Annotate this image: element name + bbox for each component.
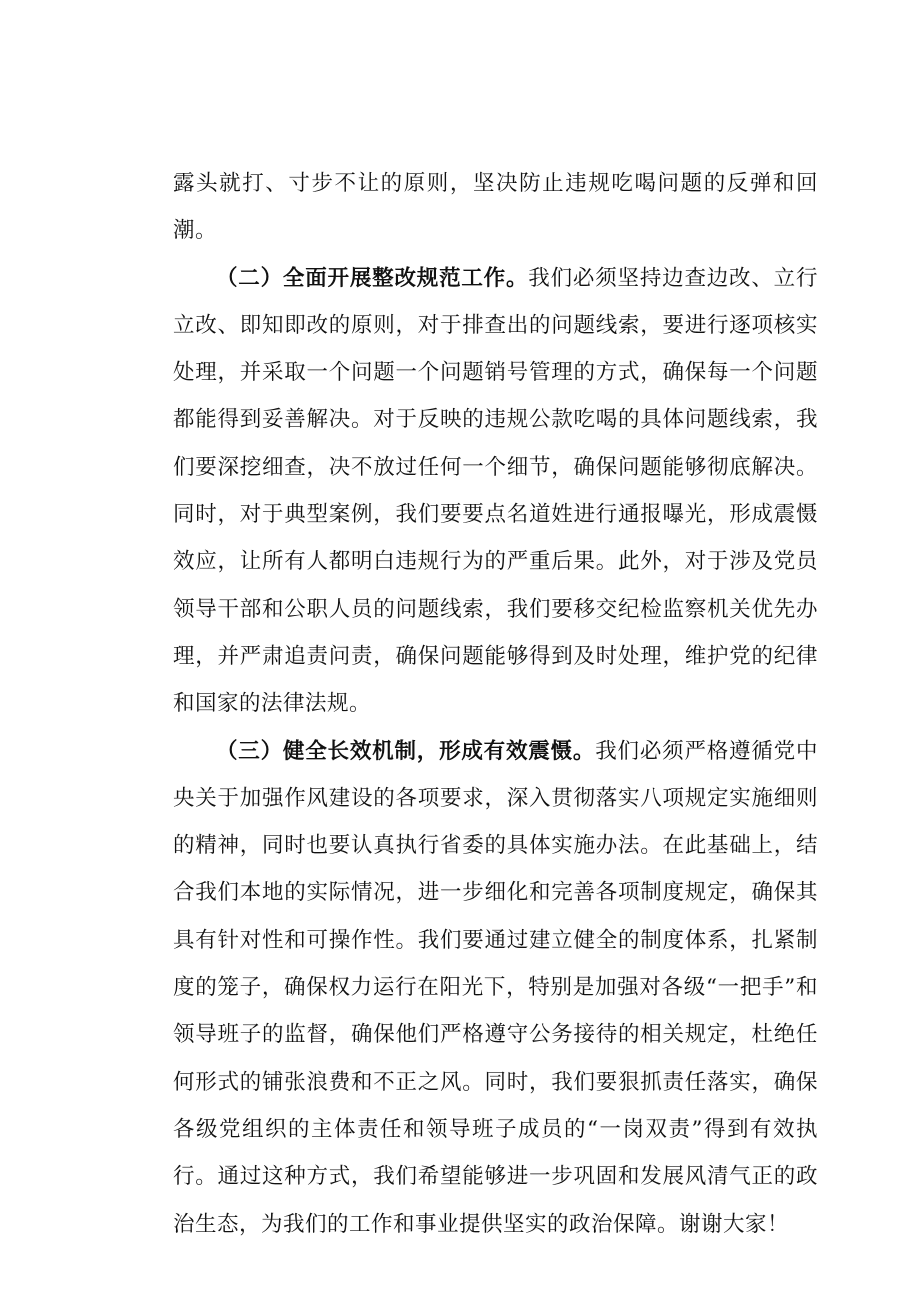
section-3-paragraph (173, 728, 818, 1248)
section-3-heading: （三）健全长效机制，形成有效震慑。 (216, 738, 596, 764)
section-2-heading: （二）全面开展整改规范工作。 (216, 265, 529, 291)
continuation-paragraph: 露头就打、寸步不让的原则，坚决防止违规吃喝问题的反弹和回潮。 (173, 171, 818, 244)
section-2-body: 我们必须坚持边查边改、立行立改、即知即改的原则，对于排查出的问题线索，要进行逐项核实处理，并采取一个问题一个问题销号管理的方式，确保每一个问题都能得到妥善解决。对于反映的违规公款吃喝的具体问题线索，我们要深挖细查，决不放过任何一个细节，确保问题能够彻底解决。同时，对于典型案例，我们要要点名道姓进行通报曝光，形成震慑效应，让所有人都明白违规行为的严重后果。此外，对于涉及党员领导干部和公职人员的问题线索，我们要移交纪检监察机关优先办理，并严肃追责问责，确保问题能够得到及时处理，维护党的纪律和国家的法律法规。 (173, 265, 818, 717)
document-body (173, 160, 818, 1248)
section-2-paragraph (173, 255, 818, 728)
section-3-body: 我们必须严格遵循党中央关于加强作风建设的各项要求，深入贯彻落实八项规定实施细则的精神，同时也要认真执行省委的具体实施办法。在此基础上，结合我们本地的实际情况，进一步细化和完善各项制度规定，确保其具有针对性和可操作性。我们要通过建立健全的制度体系，扎紧制度的笼子，确保权力运行在阳光下，特别是加强对各级“一把手”和领导班子的监督，确保他们严格遵守公务接待的相关规定，杜绝任何形式的铺张浪费和不正之风。同时，我们要狠抓责任落实，确保各级党组织的主体责任和领导班子成员的“一岗双责”得到有效执行。通过这种方式，我们希望能够进一步巩固和发展风清气正的政治生态，为我们的工作和事业提供坚实的政治保障。谢谢大家！ (173, 738, 818, 1237)
